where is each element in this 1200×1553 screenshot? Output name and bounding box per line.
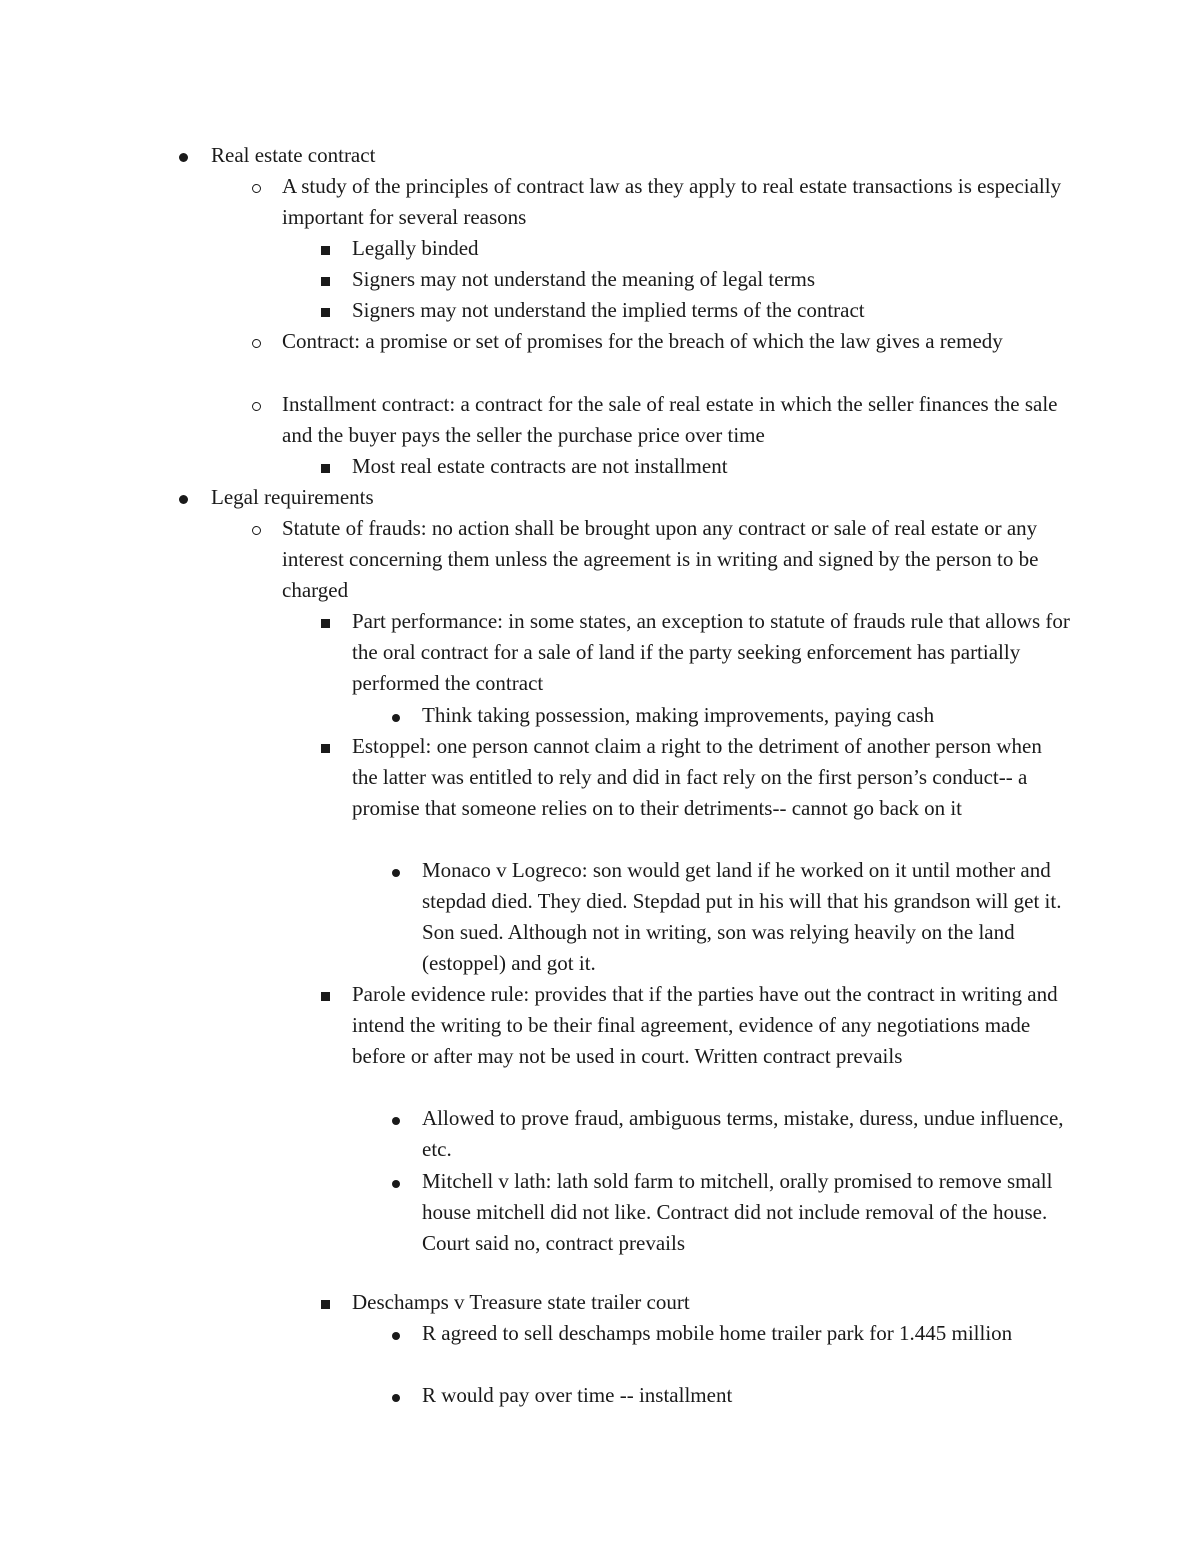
list-item [352, 233, 1072, 264]
list-item-text: Contract: a promise or set of promises for the breach of which the law gives a remedy [282, 329, 1003, 353]
bullet-circle-icon [246, 389, 266, 420]
list-item-text: Monaco v Logreco: son would get land if he worked on it until mother and stepdad died. They died. Stepdad put in his will that his grandson will get it. Son sued. Although not in writing, son was relying heavily on the land (estoppel) and got it. [422, 858, 1062, 975]
list-item [352, 731, 1072, 824]
bullet-disc-icon [386, 1166, 406, 1197]
list-item-text: Estoppel: one person cannot claim a right to the detriment of another person when the latter was entitled to rely and did in fact rely on the first person’s conduct-- a promise that someone relies on to their detriments-- cannot go back on it [352, 734, 1042, 820]
list-item [282, 326, 1072, 357]
list-item [211, 482, 1091, 513]
list-item-text: Mitchell v lath: lath sold farm to mitchell, orally promised to remove small house mitchell did not like. Contract did not include removal of the house. Court said no, contract prevails [422, 1169, 1053, 1255]
bullet-square-icon [315, 451, 335, 482]
list-item-text: Legally binded [352, 236, 479, 260]
bullet-circle-icon [246, 171, 266, 202]
list-item-text: Statute of frauds: no action shall be brought upon any contract or sale of real estate or any interest concerning them unless the agreement is in writing and signed by the person to be charged [282, 516, 1039, 602]
bullet-circle-icon [246, 513, 266, 544]
bullet-square-icon [315, 731, 335, 762]
bullet-square-icon [315, 264, 335, 295]
list-item-text: Think taking possession, making improvements, paying cash [422, 703, 935, 727]
list-item [352, 606, 1072, 699]
list-item-text: Parole evidence rule: provides that if the parties have out the contract in writing and intend the writing to be their final agreement, evidence of any negotiations made before or after may not be used in court. Written contract prevails [352, 982, 1058, 1068]
bullet-disc-icon [386, 855, 406, 886]
list-item [422, 1103, 1072, 1165]
list-item [211, 140, 1091, 171]
list-item [282, 171, 1072, 233]
bullet-disc-icon [173, 482, 193, 513]
list-item-text: Real estate contract [211, 143, 376, 167]
list-item-text: Legal requirements [211, 485, 374, 509]
list-item [422, 1380, 1072, 1411]
bullet-disc-icon [386, 1380, 406, 1411]
bullet-disc-icon [173, 140, 193, 171]
list-item [352, 979, 1072, 1072]
list-item [352, 264, 1072, 295]
list-item [352, 451, 1072, 482]
bullet-square-icon [315, 979, 335, 1010]
list-item [422, 1166, 1072, 1259]
list-item [422, 855, 1072, 979]
bullet-disc-icon [386, 1103, 406, 1134]
bullet-square-icon [315, 1287, 335, 1318]
bullet-square-icon [315, 295, 335, 326]
bullet-disc-icon [386, 1318, 406, 1349]
list-item-text: Deschamps v Treasure state trailer court [352, 1290, 690, 1314]
bullet-disc-icon [386, 700, 406, 731]
bullet-square-icon [315, 606, 335, 637]
list-item-text: Signers may not understand the meaning of legal terms [352, 267, 816, 291]
list-item [352, 1287, 1072, 1318]
list-item [422, 700, 1072, 731]
list-item-text: Allowed to prove fraud, ambiguous terms, mistake, duress, undue influence, etc. [422, 1106, 1064, 1161]
list-item-text: Part performance: in some states, an exception to statute of frauds rule that allows for the oral contract for a sale of land if the party seeking enforcement has partially performed the contract [352, 609, 1070, 695]
list-item [282, 513, 1072, 606]
list-item [282, 389, 1072, 451]
list-item-text: Signers may not understand the implied terms of the contract [352, 298, 865, 322]
list-item-text: R agreed to sell deschamps mobile home trailer park for 1.445 million [422, 1321, 1013, 1345]
list-item-text: Installment contract: a contract for the sale of real estate in which the seller finances the sale and the buyer pays the seller the purchase price over time [282, 392, 1058, 447]
list-item [422, 1318, 1072, 1349]
list-item-text: R would pay over time -- installment [422, 1383, 733, 1407]
bullet-square-icon [315, 233, 335, 264]
list-item-text: Most real estate contracts are not installment [352, 454, 728, 478]
bullet-circle-icon [246, 326, 266, 357]
list-item [352, 295, 1072, 326]
list-item-text: A study of the principles of contract law as they apply to real estate transactions is especially important for several reasons [282, 174, 1062, 229]
